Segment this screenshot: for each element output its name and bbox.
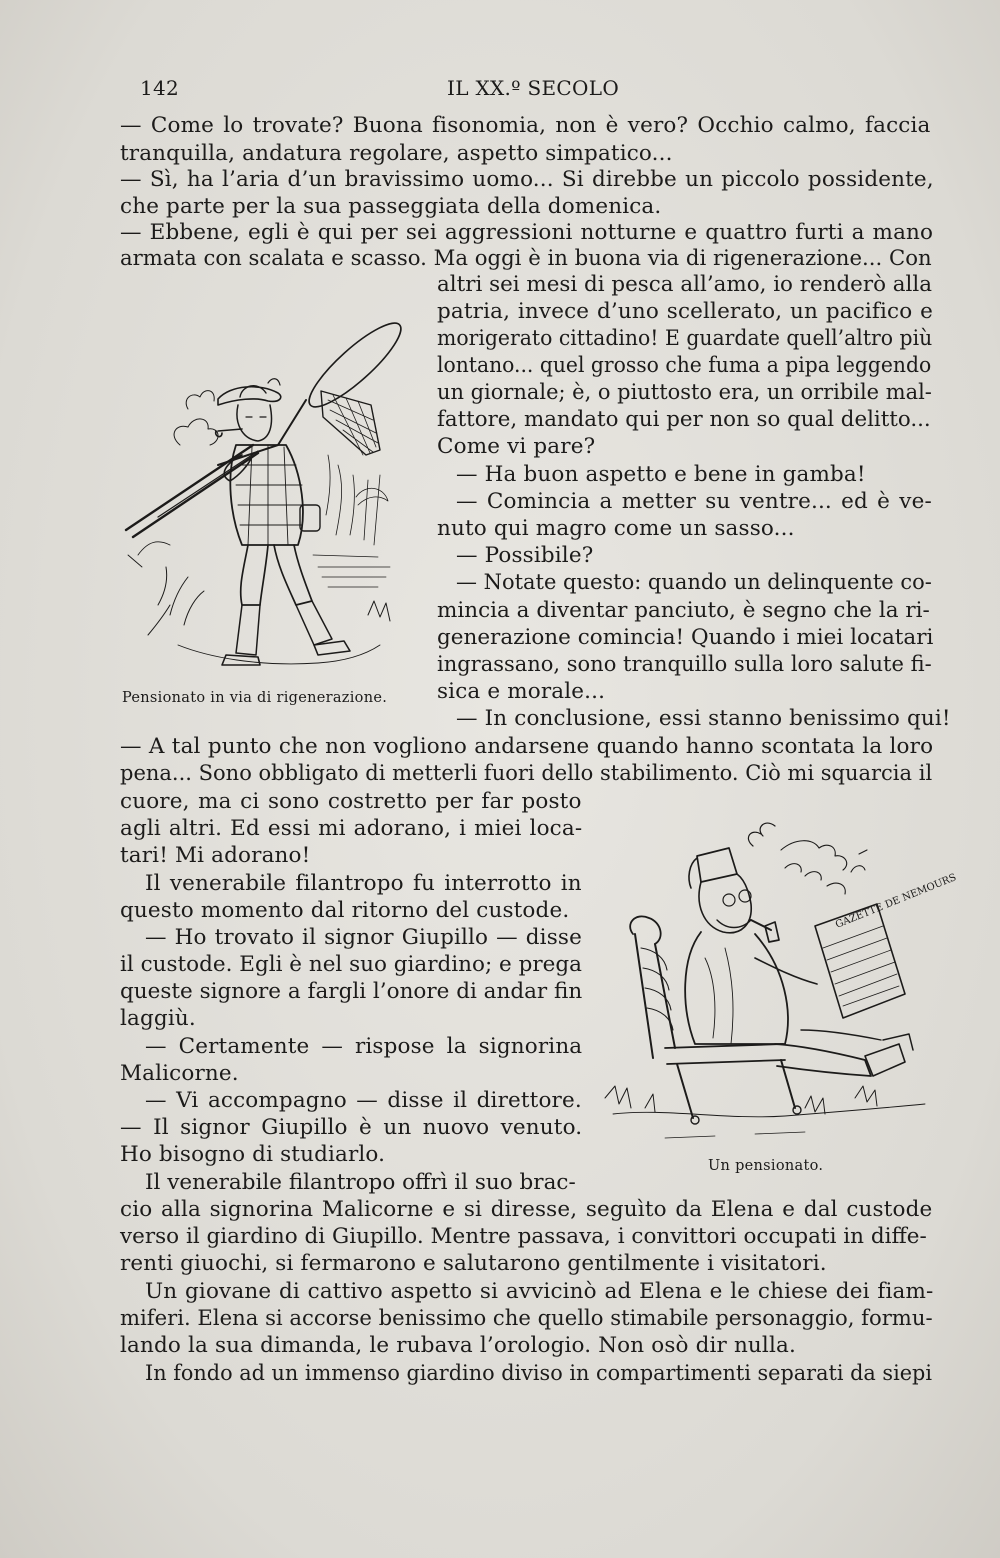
text-line: altri sei mesi di pesca all’amo, io renderò alla xyxy=(437,272,933,297)
left-illustration-caption: Pensionato in via di rigenerazione. xyxy=(122,690,388,706)
text-line: — Il signor Giupillo è un nuovo venuto. xyxy=(120,1115,583,1140)
text-line: Malicorne. xyxy=(120,1061,239,1086)
right-illustration-caption: Un pensionato. xyxy=(708,1158,824,1174)
text-line: laggiù. xyxy=(120,1006,196,1031)
text-line: cio alla signorina Malicorne e si diresse, seguìto da Elena e dal custode xyxy=(120,1197,933,1222)
text-line: mincia a diventar panciuto, è segno che la ri- xyxy=(437,598,930,623)
text-line: — Ho trovato il signor Giupillo — disse xyxy=(145,925,582,950)
smoker-reading-illustration xyxy=(605,808,958,1153)
text-line: pena... Sono obbligato di metterli fuori dello stabilimento. Ciò mi squarcia il xyxy=(120,761,933,786)
text-line: — Come lo trovate? Buona fisonomia, non è vero? Occhio calmo, faccia xyxy=(120,113,931,138)
text-line: In fondo ad un immenso giardino diviso in compartimenti separati da siepi xyxy=(145,1361,932,1386)
text-line: — A tal punto che non vogliono andarsene quando hanno scontata la loro xyxy=(120,734,934,759)
text-line: armata con scalata e scasso. Ma oggi è in buona via di rigenerazione... Con xyxy=(120,246,932,271)
text-line: generazione comincia! Quando i miei locatari xyxy=(437,625,934,650)
text-line: sica e morale... xyxy=(437,679,606,704)
text-line: che parte per la sua passeggiata della domenica. xyxy=(120,194,662,219)
text-line: — Notate questo: quando un delinquente co- xyxy=(456,570,932,595)
running-title: IL XX.º SECOLO xyxy=(447,76,620,100)
text-line: — Vi accompagno — disse il direttore. xyxy=(145,1088,582,1113)
text-line: queste signore a fargli l’onore di andar fin xyxy=(120,979,583,1004)
text-line: agli altri. Ed essi mi adorano, i miei loca- xyxy=(120,816,583,841)
text-line: — In conclusione, essi stanno benissimo qui! xyxy=(456,706,951,731)
text-line: ingrassano, sono tranquillo sulla loro salute fi- xyxy=(437,652,932,677)
text-line: renti giuochi, si fermarono e salutarono gentilmente i visitatori. xyxy=(120,1251,827,1276)
text-line: Il venerabile filantropo fu interrotto in xyxy=(145,871,582,896)
page-number: 142 xyxy=(140,76,180,100)
text-line: lontano... quel grosso che fuma a pipa leggendo xyxy=(437,353,932,378)
fisherman-illustration xyxy=(118,305,418,690)
text-line: miferi. Elena si accorse benissimo che quello stimabile personaggio, formu- xyxy=(120,1306,933,1331)
text-line: lando la sua dimanda, le rubava l’orologio. Non osò dir nulla. xyxy=(120,1333,796,1358)
newspaper-masthead: GAZETTE DE NEMOURS xyxy=(834,872,958,931)
text-line: cuore, ma ci sono costretto per far posto xyxy=(120,789,582,814)
text-line: tranquilla, andatura regolare, aspetto simpatico... xyxy=(120,141,673,166)
text-line: — Ha buon aspetto e bene in gamba! xyxy=(456,462,866,487)
text-line: — Possibile? xyxy=(456,543,594,568)
text-line: tari! Mi adorano! xyxy=(120,843,311,868)
text-line: verso il giardino di Giupillo. Mentre passava, i convittori occupati in diffe- xyxy=(120,1224,927,1249)
text-line: — Certamente — rispose la signorina xyxy=(145,1034,583,1059)
text-line: nuto qui magro come un sasso... xyxy=(437,516,795,541)
text-line: questo momento dal ritorno del custode. xyxy=(120,898,570,923)
text-line: Il venerabile filantropo offrì il suo brac- xyxy=(145,1170,576,1195)
text-line: morigerato cittadino! E guardate quell’altro più xyxy=(437,326,933,351)
text-line: Ho bisogno di studiarlo. xyxy=(120,1142,386,1167)
text-line: Come vi pare? xyxy=(437,434,596,459)
text-line: — Sì, ha l’aria d’un bravissimo uomo... Si direbbe un piccolo possidente, xyxy=(120,167,934,192)
text-line: — Comincia a metter su ventre... ed è ve- xyxy=(456,489,932,514)
text-line: patria, invece d’uno scellerato, un pacifico e xyxy=(437,299,934,324)
text-line: fattore, mandato qui per non so qual delitto... xyxy=(437,407,931,432)
text-line: Un giovane di cattivo aspetto si avvicinò ad Elena e le chiese dei fiam- xyxy=(145,1279,934,1304)
text-line: un giornale; è, o piuttosto era, un orribile mal- xyxy=(437,380,932,405)
text-line: — Ebbene, egli è qui per sei aggressioni notturne e quattro furti a mano xyxy=(120,220,934,245)
text-line: il custode. Egli è nel suo giardino; e prega xyxy=(120,952,582,977)
